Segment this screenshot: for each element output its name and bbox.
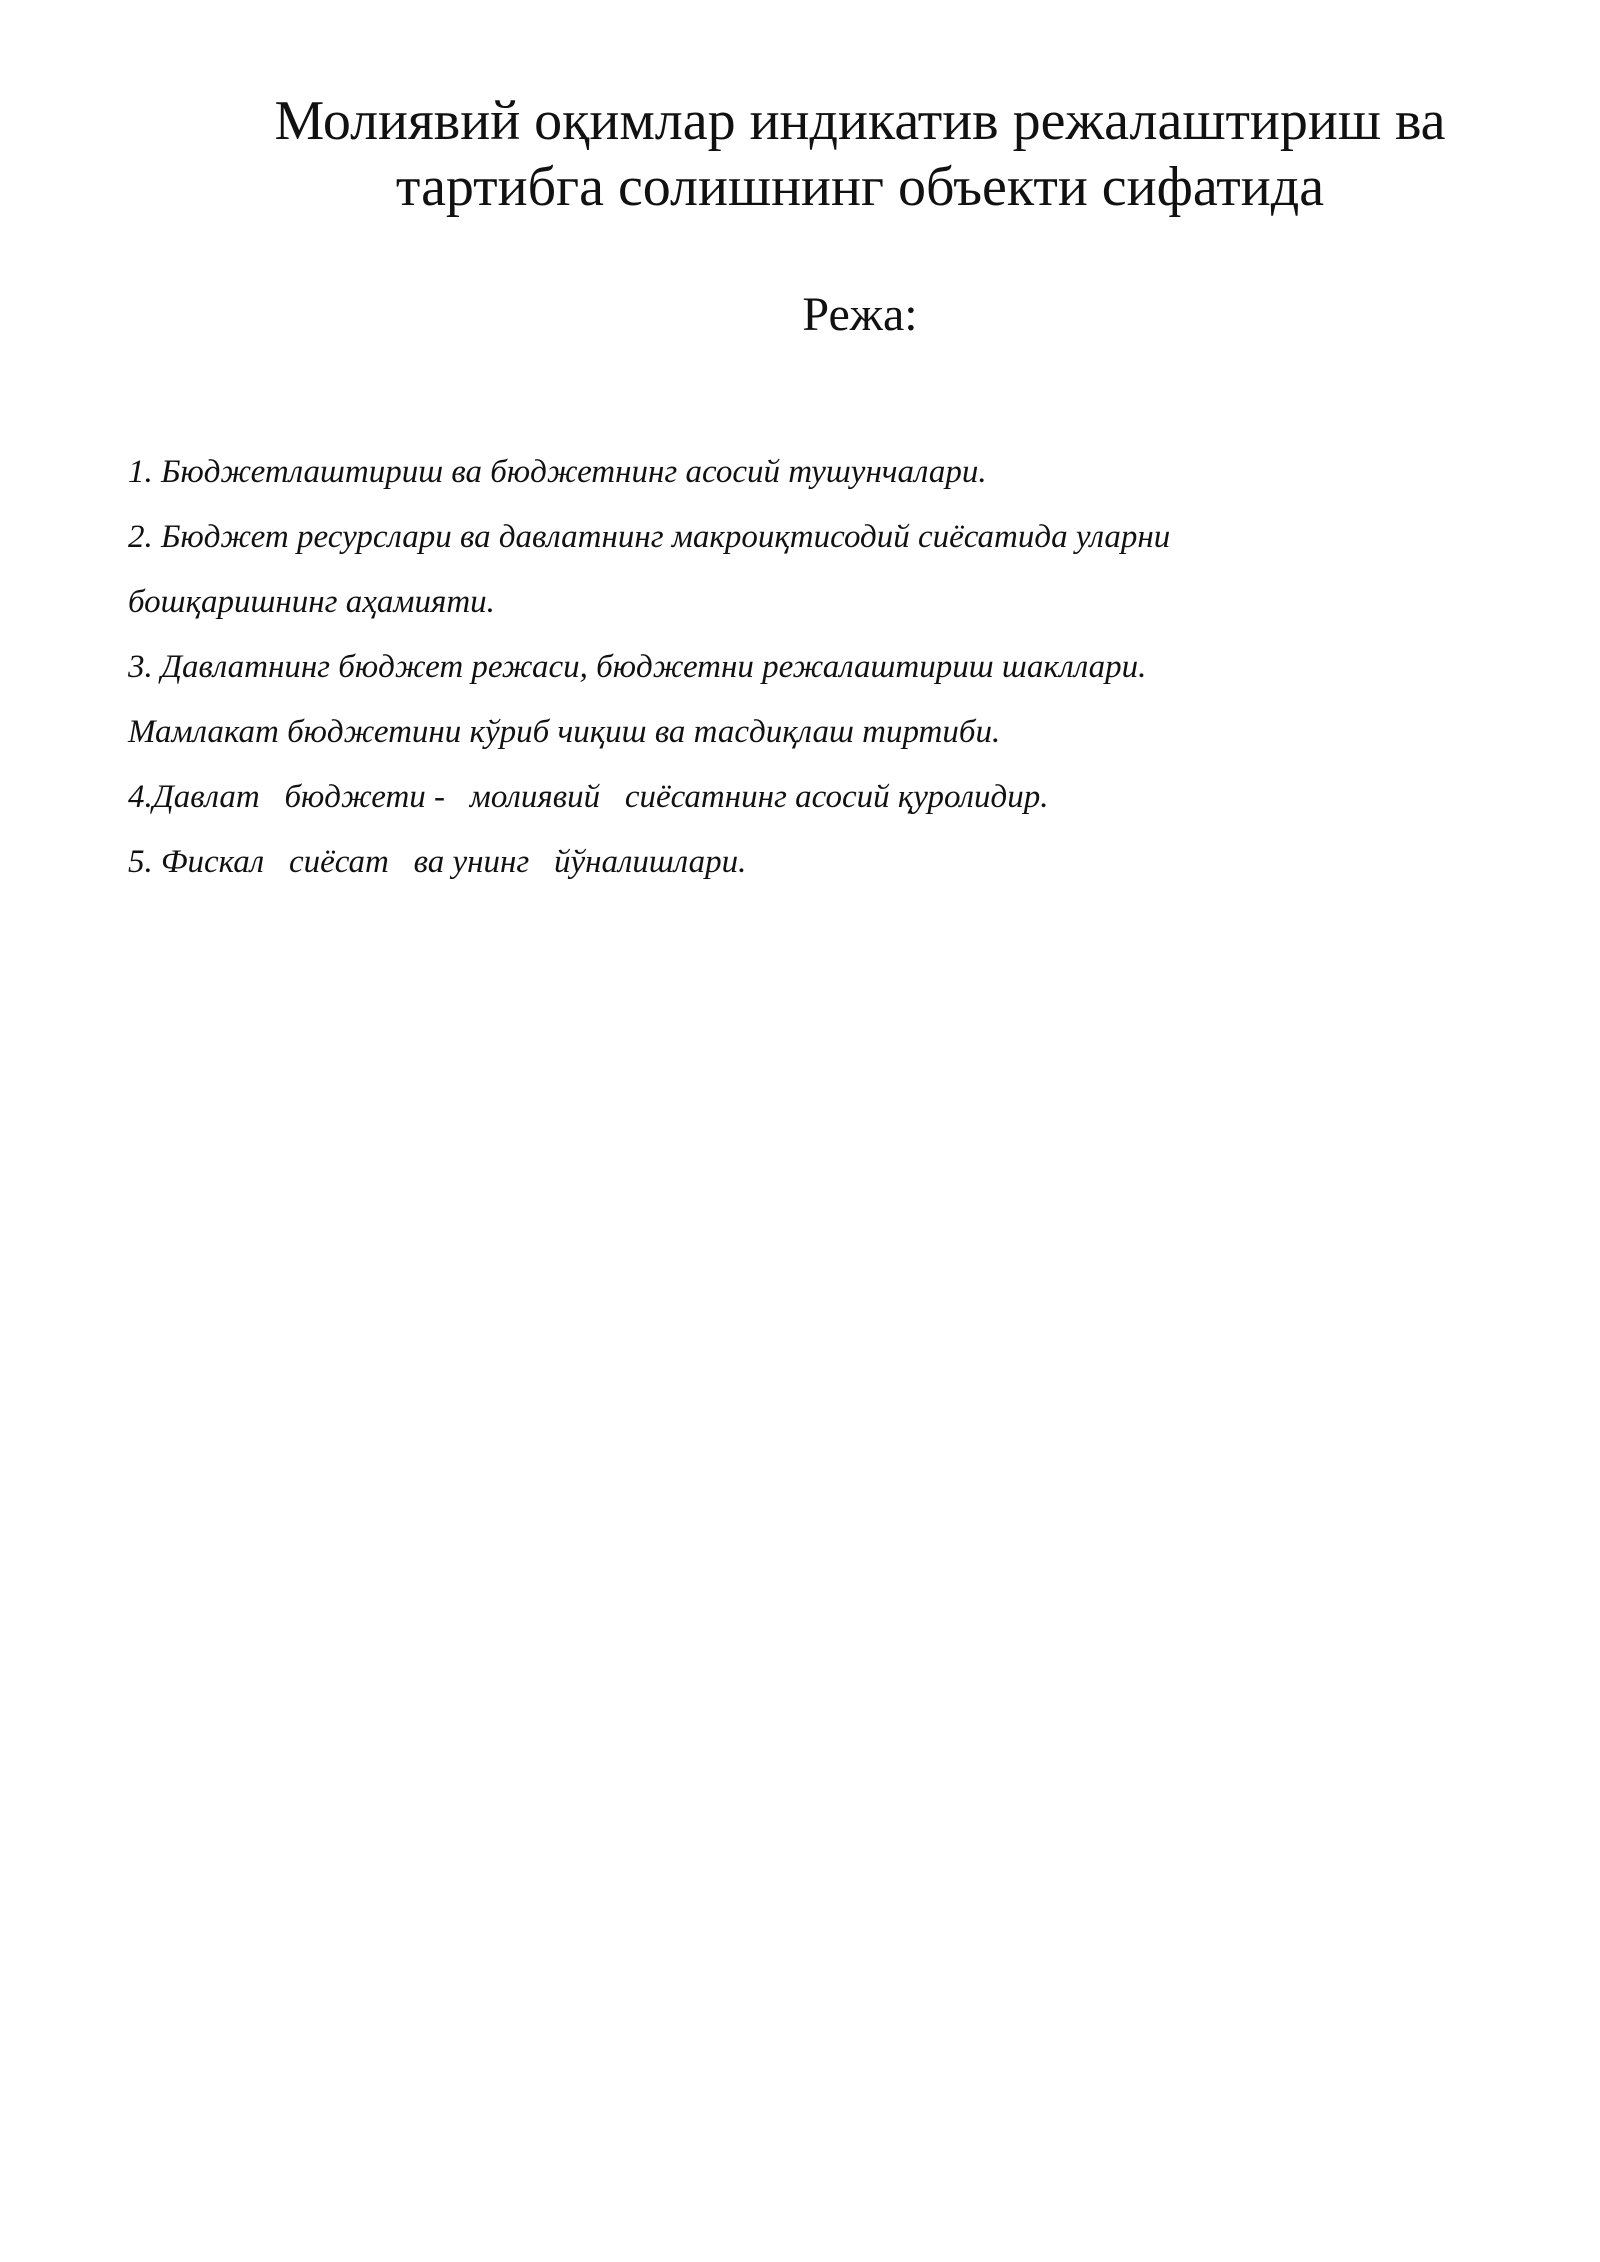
plan-line: 3. Давлатнинг бюджет режаси, бюджетни режалаштириш шакллари. <box>128 649 1147 685</box>
document-title <box>200 88 1520 220</box>
plan-line: 5. Фискал сиёсат ва унинг йўналишлари. <box>128 844 747 880</box>
plan-line: 1. Бюджетлаштириш ва бюджетнинг асосий тушунчалари. <box>128 454 987 490</box>
plan-line: Мамлакат бюджетини кўриб чиқиш ва тасдиқлаш тиртиби. <box>128 714 1001 750</box>
title-line: Молиявий оқимлар индикатив режалаштириш ва <box>274 90 1446 152</box>
plan-line: 2. Бюджет ресурслари ва давлатнинг макроиқтисодий сиёсатида уларни <box>128 519 1171 555</box>
plan-line: 4.Давлат бюджети - молиявий сиёсатнинг асосий қуролидир. <box>128 779 1049 815</box>
title-line: тартибга солишнинг объекти сифатида <box>395 156 1325 218</box>
plan-line: бошқаришнинг аҳамияти. <box>128 584 495 620</box>
plan-heading: Режа: <box>802 288 918 341</box>
plan-list <box>128 440 1428 895</box>
